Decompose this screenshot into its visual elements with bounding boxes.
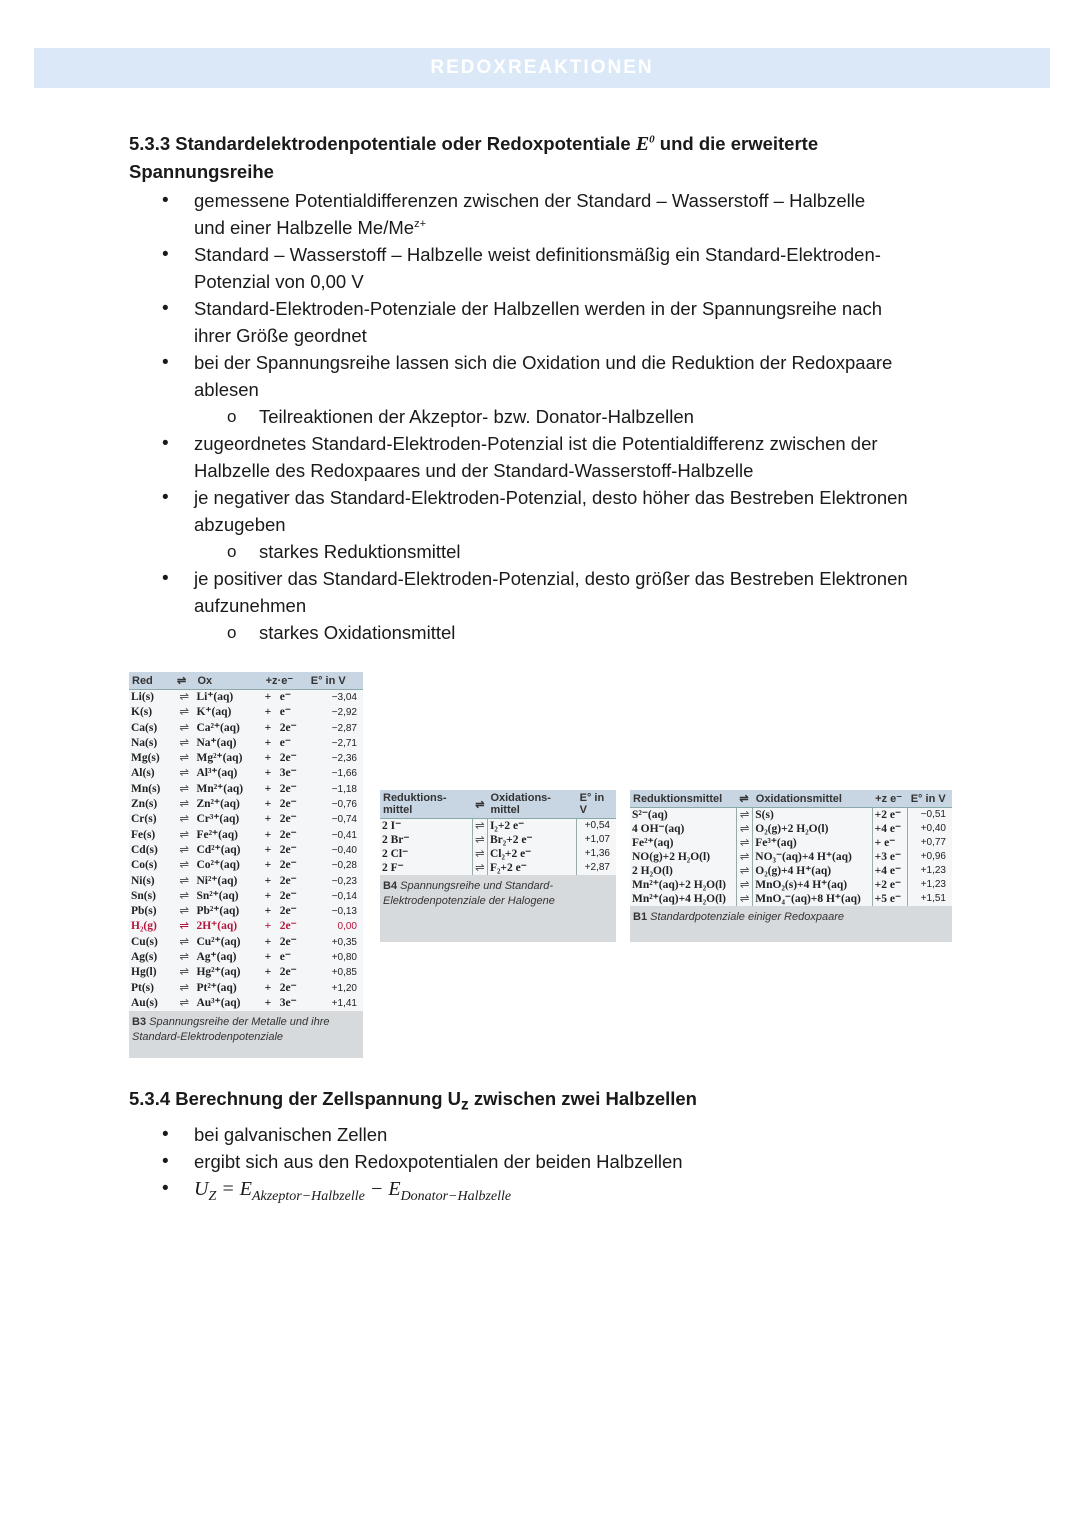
table-cell: NO₃⁻(aq)+4 H⁺(aq): [753, 850, 872, 864]
table-cell: +1,41: [331, 997, 357, 1009]
table-cell: +0,80: [331, 952, 357, 964]
table-cell: −2,92: [331, 707, 357, 719]
table-cell: 4 OH⁻(aq): [630, 822, 736, 836]
table-cell: −1,18: [331, 783, 357, 795]
table-cell: 2e⁻: [279, 981, 297, 994]
table-row: [129, 904, 363, 919]
table-header-cell: +z·e⁻: [263, 672, 308, 690]
table-cell: 2 H₂O(l): [630, 864, 736, 878]
table-cell: ⇌: [179, 782, 190, 795]
table-cell: −0,13: [331, 906, 357, 918]
table-cell: ⇌: [179, 951, 190, 964]
table-cell: +: [264, 767, 272, 780]
table-cell: Pt(s): [131, 981, 154, 994]
table-cell: 2H⁺(aq): [196, 920, 238, 933]
table-cell: +5 e⁻: [872, 892, 908, 906]
table-cell: −0,40: [331, 844, 357, 856]
table-cell: ⇌: [179, 966, 190, 979]
table-cell: Co(s): [131, 859, 158, 872]
header-title: REDOXREAKTIONEN: [430, 57, 654, 78]
table-cell: −2,87: [331, 722, 357, 734]
table-cell: Co²⁺(aq): [196, 859, 240, 872]
table-cell: ⇌: [736, 850, 752, 864]
table-row: [129, 705, 363, 720]
table-cell: ⇌: [179, 767, 190, 780]
bullet-list: [129, 187, 989, 646]
table-row: [380, 819, 616, 834]
table-cell: +: [264, 706, 272, 719]
table-cell: +1,51: [920, 893, 946, 904]
table-cell: +: [264, 798, 272, 811]
table-cell: 2e⁻: [279, 920, 297, 933]
table-cell: Hg(l): [131, 966, 157, 979]
table-cell: +: [264, 905, 272, 918]
table-cell: K⁺(aq): [196, 706, 232, 719]
table-cell: 3e⁻: [279, 996, 297, 1009]
table-header-cell: E° in V: [908, 790, 952, 808]
table-cell: 2 F⁻: [380, 861, 472, 875]
table-cell: +: [264, 828, 272, 841]
table-row: [630, 850, 952, 864]
table-row: [630, 822, 952, 836]
table-row: [129, 721, 363, 736]
list-item: • bei galvanischen Zellen: [129, 1121, 989, 1148]
table-row: [630, 836, 952, 850]
bullet-list: [129, 1121, 989, 1210]
table-cell: +4 e⁻: [872, 864, 908, 878]
table-cell: ⇌: [179, 752, 190, 765]
table-cell: +1,23: [920, 865, 946, 876]
sub-list: [194, 403, 989, 430]
table-cell: 2e⁻: [279, 874, 297, 887]
table-header-cell: Red: [129, 672, 174, 690]
table-cell: ⇌: [472, 847, 487, 861]
table-cell: ⇌: [736, 892, 752, 906]
section-5-3-4: [129, 1085, 989, 1210]
sub-list-item: o starkes Reduktionsmittel: [194, 538, 989, 565]
table-row: [129, 874, 363, 889]
table-cell: Ni(s): [131, 874, 155, 887]
table-cell: +: [264, 752, 272, 765]
table-cell: Li⁺(aq): [196, 691, 234, 703]
table-row: [129, 797, 363, 812]
table-cell: Mn(s): [131, 782, 161, 795]
table-cell: O₂(g)+4 H⁺(aq): [753, 864, 872, 878]
table-cell: ⇌: [472, 833, 487, 847]
table-cell: ⇌: [179, 706, 190, 719]
table-cell: 2e⁻: [279, 966, 297, 979]
table-cell: +0,40: [920, 823, 946, 834]
table-header-cell: Oxidations-mittel: [487, 790, 576, 819]
table-row: [129, 782, 363, 797]
table-cell: +0,35: [331, 936, 357, 948]
table-cell: Au(s): [131, 996, 158, 1009]
table-header-cell: ⇌: [472, 790, 487, 819]
table-header-cell: ⇌: [174, 672, 195, 690]
table-row: [630, 892, 952, 906]
table-cell: ⇌: [179, 889, 190, 902]
table-header-cell: Reduktions-mittel: [380, 790, 472, 819]
table-header-cell: Oxidationsmittel: [753, 790, 872, 808]
table-cell: Br₂+2 e⁻: [487, 833, 576, 847]
table-cell: Fe(s): [131, 828, 156, 841]
table-cell: +1,07: [584, 834, 610, 845]
list-item: • Standard-Elektroden-Potenziale der Halbzellen werden in der Spannungsreihe nach ihrer Größe geordnet: [129, 295, 989, 349]
table-cell: ⇌: [179, 935, 190, 948]
table-cell: ⇌: [179, 691, 190, 703]
table-cell: Cd(s): [131, 843, 158, 856]
table-cell: 2e⁻: [279, 813, 297, 826]
table-cell: 3e⁻: [279, 767, 297, 780]
cell-voltage-formula: $U_Z = E_{Akzeptor-Halbzelle} - E_{Donator-Halbzelle}$: [194, 1177, 512, 1204]
table-cell: Zn(s): [131, 798, 158, 811]
table-cell: ⇌: [179, 996, 190, 1009]
table-row: [129, 889, 363, 904]
table-header-cell: E° in V: [577, 790, 616, 819]
table-cell: 2e⁻: [279, 935, 297, 948]
table-cell: Pb(s): [131, 905, 157, 918]
table-cell: Ag⁺(aq): [196, 951, 237, 964]
table-row: [129, 996, 363, 1011]
table-b4-caption: B4 Spannungsreihe und Standard-Elektrodenpotenziale der Halogene: [383, 880, 555, 907]
table-cell: +0,54: [584, 820, 610, 831]
table-cell: Cu(s): [131, 935, 158, 948]
table-cell: Fe³⁺(aq): [753, 836, 872, 850]
table-b3-photo: [129, 672, 363, 1058]
table-row: [129, 690, 363, 706]
table-row: [129, 828, 363, 843]
table-cell: NO(g)+2 H₂O(l): [630, 850, 736, 864]
sub-list: [194, 619, 989, 646]
list-item: • zugeordnetes Standard-Elektroden-Potenzial ist die Potentialdifferenz zwischen der Halbzelle des Redoxpaares und der Standard-Wasserstoff-Halbzelle: [129, 430, 989, 484]
table-cell: ⇌: [472, 861, 487, 875]
table-cell: +: [264, 966, 272, 979]
table-header-cell: +z e⁻: [872, 790, 908, 808]
table-cell: Na(s): [131, 736, 158, 749]
table-cell: O₂(g)+2 H₂O(l): [753, 822, 872, 836]
table-cell: Cd²⁺(aq): [196, 843, 241, 856]
table-cell: Na⁺(aq): [196, 736, 237, 749]
table-cell: 2e⁻: [279, 859, 297, 872]
table-header-cell: Ox: [194, 672, 262, 690]
table-b4: [380, 790, 616, 875]
table-cell: +4 e⁻: [872, 822, 908, 836]
table-cell: 2e⁻: [279, 798, 297, 811]
table-row: [129, 736, 363, 751]
table-b1-photo: [630, 790, 952, 942]
table-cell: Ni²⁺(aq): [196, 874, 238, 887]
table-cell: +: [264, 813, 272, 826]
table-cell: −0,74: [331, 814, 357, 826]
table-cell: +: [264, 996, 272, 1009]
table-cell: 2e⁻: [279, 889, 297, 902]
table-cell: Cr(s): [131, 813, 157, 826]
table-cell: 2e⁻: [279, 828, 297, 841]
table-row: [380, 861, 616, 875]
list-item: • Standard – Wasserstoff – Halbzelle weist definitionsmäßig ein Standard-Elektroden- Potenzial von 0,00 V: [129, 241, 989, 295]
table-cell: e⁻: [279, 736, 291, 749]
table-row: [129, 965, 363, 980]
table-row: [630, 864, 952, 878]
table-cell: −0,76: [331, 799, 357, 811]
table-row: [129, 950, 363, 965]
table-cell: 2e⁻: [279, 752, 297, 765]
table-cell: 2e⁻: [279, 782, 297, 795]
table-cell: K(s): [131, 706, 153, 719]
table-cell: Au³⁺(aq): [196, 996, 241, 1009]
list-item: • ergibt sich aus den Redoxpotentialen der beiden Halbzellen: [129, 1148, 989, 1175]
table-cell: Sn(s): [131, 889, 156, 902]
table-b4-photo: [380, 790, 616, 942]
table-cell: Cu²⁺(aq): [196, 935, 241, 948]
table-cell: Cr³⁺(aq): [196, 813, 240, 826]
table-cell: +0,96: [920, 851, 946, 862]
table-cell: Pt²⁺(aq): [196, 981, 237, 994]
table-cell: −1,66: [331, 768, 357, 780]
table-header-cell: Reduktionsmittel: [630, 790, 736, 808]
symbol-e0: $E^0$: [635, 133, 655, 155]
table-row: [129, 766, 363, 781]
table-cell: Zn²⁺(aq): [196, 798, 240, 811]
table-cell: + e⁻: [872, 836, 908, 850]
table-b3-caption: B3 Spannungsreihe der Metalle und ihre Standard-Elektrodenpotenziale: [132, 1016, 330, 1044]
table-row: [129, 843, 363, 858]
sub-list: [194, 538, 989, 565]
table-cell: H₂(g): [131, 920, 157, 933]
table-cell: ⇌: [179, 721, 190, 734]
table-cell: Fe²⁺(aq): [630, 836, 736, 850]
table-cell: ⇌: [179, 859, 190, 872]
table-cell: MnO₂(s)+4 H⁺(aq): [753, 878, 872, 892]
table-cell: ⇌: [179, 828, 190, 841]
table-cell: e⁻: [279, 691, 291, 703]
section-5-3-3: [129, 130, 989, 646]
table-cell: Ca²⁺(aq): [196, 721, 240, 734]
table-cell: S(s): [753, 808, 872, 823]
table-cell: ⇌: [179, 981, 190, 994]
table-row: [380, 833, 616, 847]
table-cell: e⁻: [279, 706, 291, 719]
table-cell: ⇌: [472, 819, 487, 834]
table-cell: 2 Cl⁻: [380, 847, 472, 861]
table-cell: S²⁻(aq): [630, 808, 736, 823]
table-cell: ⇌: [179, 843, 190, 856]
table-header-cell: E° in V: [308, 672, 363, 690]
table-cell: +: [264, 736, 272, 749]
table-cell: +: [264, 935, 272, 948]
list-item: • je negativer das Standard-Elektroden-Potenzial, desto höher das Bestreben Elektronen abzugeben o starkes Reduktionsmittel: [129, 484, 989, 565]
table-cell: ⇌: [179, 905, 190, 918]
table-cell: −0,41: [331, 829, 357, 841]
table-cell: Pb²⁺(aq): [196, 905, 240, 918]
table-cell: +: [264, 859, 272, 872]
table-cell: +: [264, 920, 272, 933]
table-cell: 0,00: [337, 921, 357, 933]
table-cell: 2 I⁻: [380, 819, 472, 834]
table-b3: [129, 672, 363, 1011]
table-cell: +2,87: [584, 862, 610, 873]
table-cell: +3 e⁻: [872, 850, 908, 864]
table-cell: Mn²⁺(aq)+2 H₂O(l): [630, 878, 736, 892]
table-cell: −0,51: [920, 809, 946, 820]
table-row: [129, 751, 363, 766]
table-cell: I₂+2 e⁻: [487, 819, 576, 834]
table-cell: ⇌: [179, 736, 190, 749]
table-row: [380, 847, 616, 861]
table-cell: +1,20: [331, 982, 357, 994]
table-cell: +: [264, 874, 272, 887]
table-cell: +0,77: [920, 837, 946, 848]
table-row: [129, 935, 363, 950]
table-cell: −0,28: [331, 860, 357, 872]
list-item: • gemessene Potentialdifferenzen zwischen der Standard – Wasserstoff – Halbzelle und einer Halbzelle $Me/Me^{z+}$: [129, 187, 989, 241]
table-cell: −3,04: [331, 692, 357, 703]
table-cell: Cl₂+2 e⁻: [487, 847, 576, 861]
table-cell: −0,14: [331, 890, 357, 902]
table-cell: Fe²⁺(aq): [196, 828, 238, 841]
table-cell: ⇌: [179, 920, 190, 933]
list-item: • bei der Spannungsreihe lassen sich die Oxidation und die Reduktion der Redoxpaare ablesen o Teilreaktionen der Akzeptor- bzw. Donator-Halbzellen: [129, 349, 989, 430]
table-cell: ⇌: [736, 878, 752, 892]
table-cell: ⇌: [736, 864, 752, 878]
table-cell: Sn²⁺(aq): [196, 889, 239, 902]
table-cell: +2 e⁻: [872, 878, 908, 892]
table-cell: ⇌: [179, 798, 190, 811]
table-cell: +: [264, 981, 272, 994]
table-b1-caption: B1 Standardpotenziale einiger Redoxpaare: [633, 911, 844, 923]
table-b1: [630, 790, 952, 906]
table-cell: F₂+2 e⁻: [487, 861, 576, 875]
table-cell: 2e⁻: [279, 721, 297, 734]
sub-list-item: o starkes Oxidationsmittel: [194, 619, 989, 646]
table-header-cell: ⇌: [736, 790, 752, 808]
list-item: • je positiver das Standard-Elektroden-Potenzial, desto größer das Bestreben Elektronen aufzunehmen o starkes Oxidationsmittel: [129, 565, 989, 646]
section-5-3-3-title: 5.3.3 Standardelektrodenpotentiale oder Redoxpotentiale $E^0$ und die erweiterte Spannungsreihe: [129, 133, 819, 182]
table-cell: Mn²⁺(aq)+4 H₂O(l): [630, 892, 736, 906]
sub-list-item: o Teilreaktionen der Akzeptor- bzw. Donator-Halbzellen: [194, 403, 989, 430]
table-row: [129, 919, 363, 934]
table-row: [630, 808, 952, 823]
table-cell: +0,85: [331, 967, 357, 979]
header-banner: [34, 48, 1050, 88]
table-cell: Al(s): [131, 767, 155, 780]
table-row: [129, 812, 363, 827]
table-cell: +: [264, 889, 272, 902]
table-cell: Mn²⁺(aq): [196, 782, 244, 795]
table-cell: −0,23: [331, 875, 357, 887]
table-row: [129, 858, 363, 873]
table-cell: ⇌: [179, 813, 190, 826]
table-cell: Li(s): [131, 691, 154, 703]
section-5-3-4-title: 5.3.4 Berechnung der Zellspannung $U_z$ zwischen zwei Halbzellen: [129, 1088, 697, 1114]
table-cell: +1,23: [920, 879, 946, 890]
table-cell: 2e⁻: [279, 905, 297, 918]
table-cell: +: [264, 782, 272, 795]
table-cell: Hg²⁺(aq): [196, 966, 241, 979]
formula-item: [129, 1175, 989, 1210]
table-cell: Mg²⁺(aq): [196, 752, 243, 765]
table-cell: +: [264, 843, 272, 856]
table-cell: Ca(s): [131, 721, 158, 734]
table-cell: ⇌: [736, 808, 752, 823]
table-cell: +2 e⁻: [872, 808, 908, 823]
table-cell: −2,36: [331, 753, 357, 765]
table-cell: Ag(s): [131, 951, 158, 964]
table-row: [129, 981, 363, 996]
table-cell: −2,71: [331, 737, 357, 749]
table-cell: +: [264, 691, 272, 703]
table-cell: ⇌: [736, 836, 752, 850]
table-cell: ⇌: [179, 874, 190, 887]
table-cell: Al³⁺(aq): [196, 767, 238, 780]
table-cell: ⇌: [736, 822, 752, 836]
table-cell: +: [264, 951, 272, 964]
table-cell: +: [264, 721, 272, 734]
table-row: [630, 878, 952, 892]
table-cell: 2e⁻: [279, 843, 297, 856]
table-cell: MnO₄⁻(aq)+8 H⁺(aq): [753, 892, 872, 906]
table-cell: Mg(s): [131, 752, 160, 765]
table-cell: 2 Br⁻: [380, 833, 472, 847]
table-cell: e⁻: [279, 951, 291, 964]
table-cell: +1,36: [584, 848, 610, 859]
